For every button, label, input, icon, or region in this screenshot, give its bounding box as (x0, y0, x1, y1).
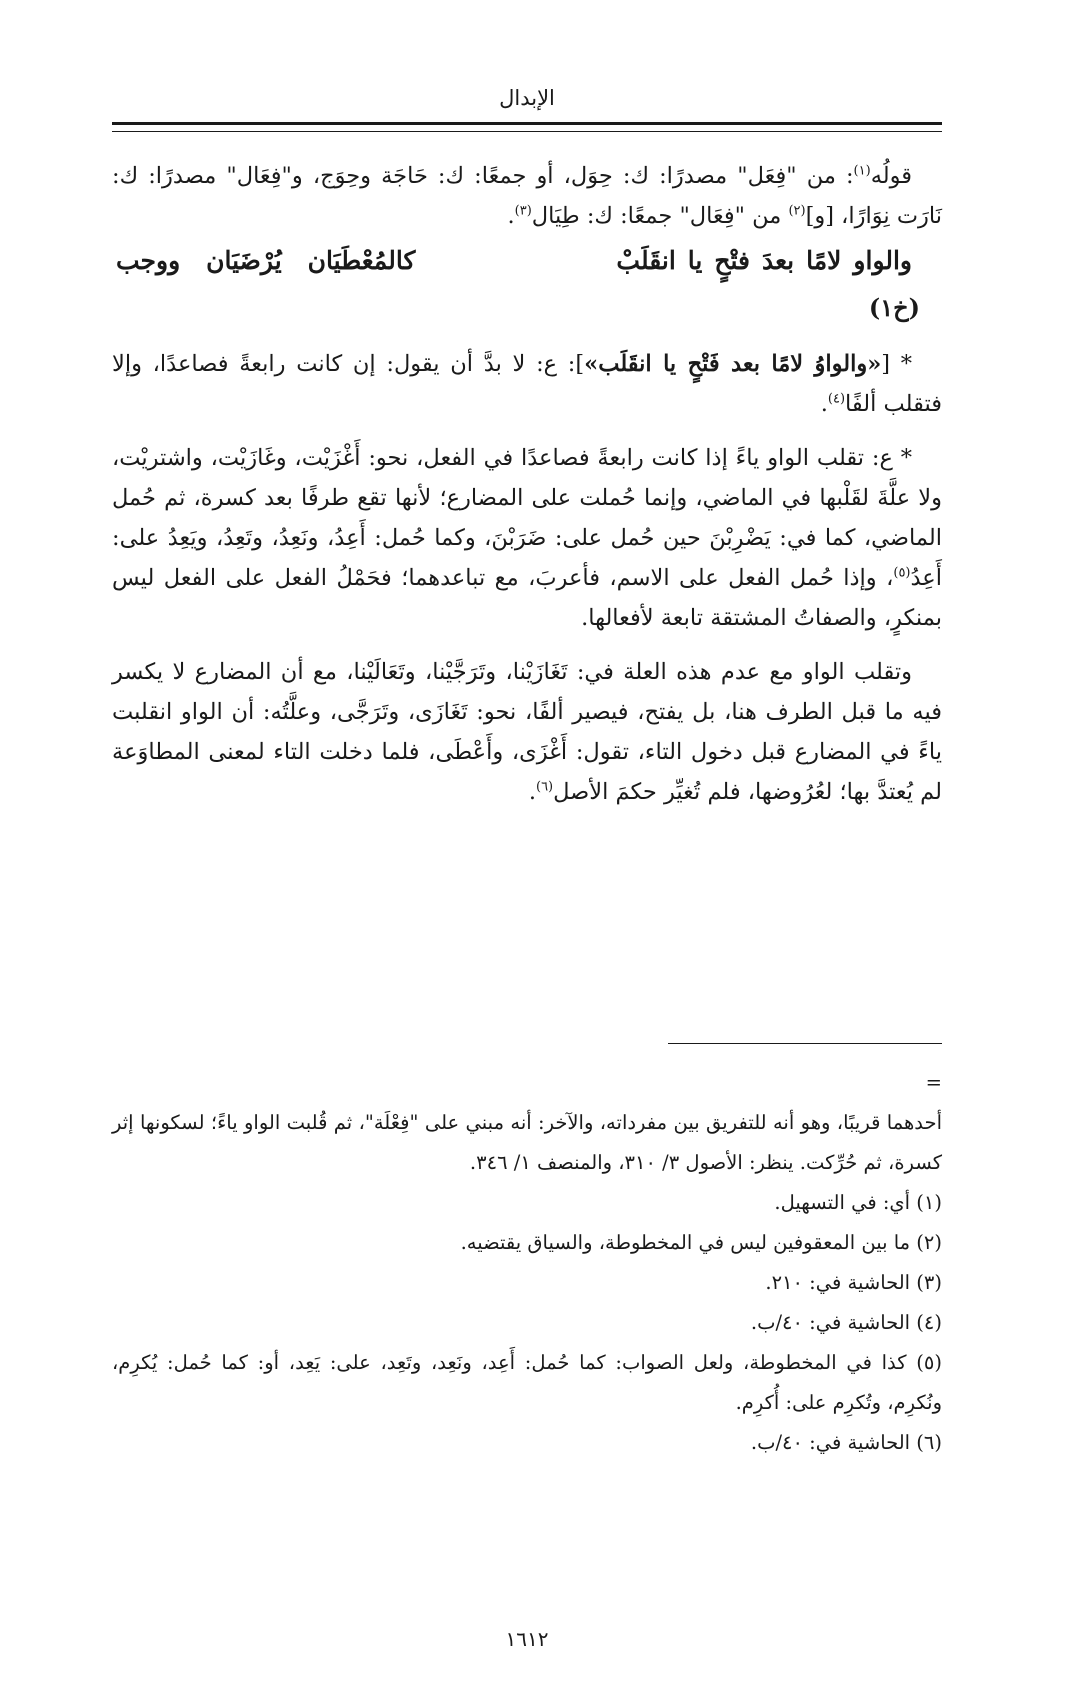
footnote-ref-3[interactable]: (٣) (514, 203, 532, 219)
text-span: قولُه (870, 163, 912, 189)
footnote-ref-1[interactable]: (١) (853, 163, 871, 179)
verse-word: كالمُعْطَيَان (307, 246, 416, 275)
footnote-2: (٢) ما بين المعقوفين ليس في المخطوطة، والسياق يقتضيه. (460, 1231, 942, 1254)
book-page (112, 0, 942, 1698)
paragraph-2 (112, 344, 942, 424)
text-span: من "فِعَال" جمعًا: ك: طِيَال (531, 203, 789, 229)
text-span: ]: ع: لا بدَّ أن يقول: إن كانت رابعةً فصاعدًا، وإلا فتقلب ألفًا (112, 351, 942, 417)
verse-word: انقَلَبْ (616, 246, 676, 275)
footnote-continuation-mark: = (925, 1071, 942, 1094)
footnote-ref-2[interactable]: (٢) (788, 203, 806, 219)
verse-word: يُرْضَيَان (206, 246, 282, 275)
text-span: ، وإذا حُمل الفعل على الاسم، فأعربَ، مع تباعدهما؛ فحَمْلُ الفعل على الفعل ليس بمنكرٍ، والصفاتُ المشتقة تابعة لأفعالها. (112, 565, 942, 631)
footnote-4: (٤) الحاشية في: ٤٠/ب. (750, 1311, 942, 1334)
verse-word: فتْحٍ (714, 246, 750, 275)
footnote-ref-4[interactable]: (٤) (827, 391, 846, 407)
verse-line (112, 240, 942, 282)
paragraph-3 (112, 438, 942, 638)
footnote-3: (٣) الحاشية في: ٢١٠. (765, 1271, 942, 1294)
verse-word: والواو (853, 246, 912, 275)
text-span: * ع: تقلب الواو ياءً إذا كانت رابعةً فصاعدًا في الفعل، نحو: أَغْزَيْت، وغَازَيْت، واشتريْت، ولا علَّةَ لقَلْبها في الماضي، وإنما حُملت على المضارع؛ لأنها تقع طرفًا بعد كسرة، ثم حُمل الماضي، كما في: يَضْرِبْنَ حين حُمل على: ضَرَبْنَ، وكما حُمل: أَعِدُ، ونَعِدُ، وتَعِدُ، ويَعِدُ على: أَعِدُ (112, 445, 942, 591)
text-span: . (528, 779, 536, 805)
paragraph-1 (112, 156, 942, 236)
verse-hemistich-2 (116, 240, 415, 282)
main-text (112, 156, 942, 812)
verse-word: بعدَ (761, 246, 795, 275)
footnote-ref-6[interactable]: (٦) (535, 779, 554, 795)
text-span: . (820, 391, 828, 417)
text-span: . (507, 203, 515, 229)
verse-word: يا (687, 246, 703, 275)
verse-word: ووجب (116, 246, 181, 275)
header-rule-thin (112, 131, 942, 132)
footnote-separator (668, 1043, 942, 1044)
footnote-1: (١) أي: في التسهيل. (774, 1191, 942, 1214)
page-number: ١٦١٢ (505, 1627, 549, 1651)
running-head: الإبدال (499, 86, 555, 110)
verse-marker: (خ١) (868, 293, 920, 322)
text-span: وتقلب الواو مع عدم هذه العلة في: تَغَازَيْنا، وتَرَجَّيْنا، وتَعَالَيْنا، مع أن المضارع لا يكسر فيه ما قبل الطرف هنا، بل يفتح، فيصير ألفًا، نحو: تَغَازَى، وتَرَجَّى، وعلَّتُه: أن الواو انقلبت ياءً في المضارع قبل دخول التاء، تقول: أَغْزَى، وأَعْطَى، فلما دخلت التاء لمعنى المطاوَعة لم يُعتدَّ بها؛ لعُرُوضها، فلم تُغيِّر حكمَ الأصل (112, 659, 942, 805)
quoted-verse: «والواوُ لامًا بعد فَتْحٍ يا انقَلَب» (584, 351, 882, 377)
footnote-5: (٥) كذا في المخطوطة، ولعل الصواب: كما حُمل: أَعِد، ونَعِد، وتَعِد، على: يَعِد، أو: كما حُمل: يُكرِم، ونُكرِم، وتُكرِم على: أُكرِم. (112, 1351, 942, 1414)
footnote-6: (٦) الحاشية في: ٤٠/ب. (750, 1431, 942, 1454)
paragraph-4 (112, 652, 942, 812)
footnote-continuation: أحدهما قريبًا، وهو أنه للتفريق بين مفرداته، والآخر: أنه مبني على "فِعْلَة"، ثم قُلبت الواو ياءً؛ لسكونها إثر كسرة، ثم حُرِّكت. ينظر: الأصول ٣/ ٣١٠، والمنصف ١/ ٣٤٦. (112, 1111, 942, 1174)
text-span: * [ (881, 351, 913, 377)
footnotes (112, 1063, 942, 1463)
header-rule-thick (112, 122, 942, 125)
footnote-ref-5[interactable]: (٥) (893, 565, 911, 581)
text-span: : من "فِعَل" مصدرًا: ك: حِوَل، أو جمعًا: ك: حَاجَة وحِوَج، و"فِعَال" مصدرًا: ك: نَارَت نِوَارًا، [و] (112, 163, 942, 229)
verse-hemistich-1 (616, 240, 912, 282)
verse-word: لامًا (806, 246, 842, 275)
